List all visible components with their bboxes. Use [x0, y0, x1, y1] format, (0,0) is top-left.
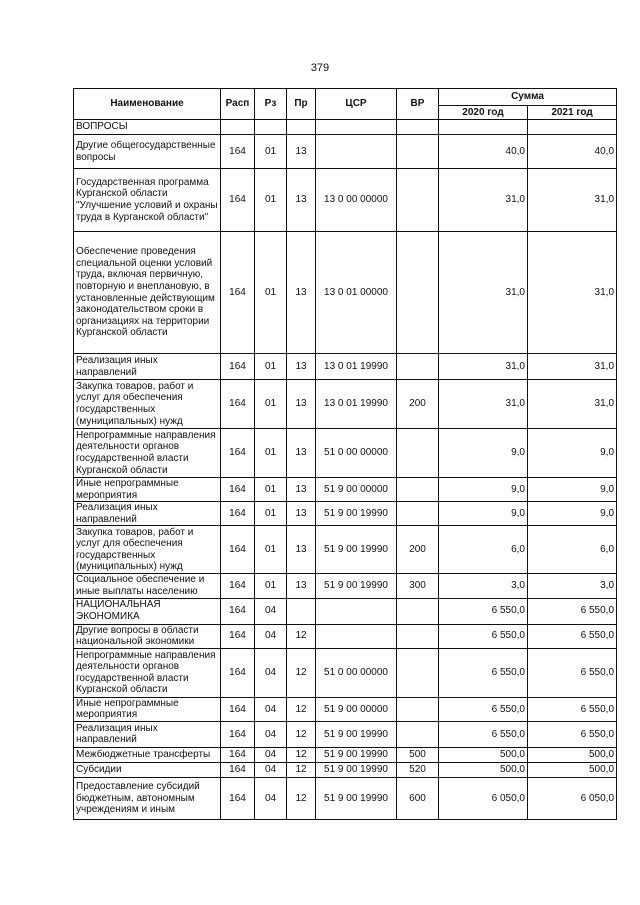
- cell-sum-2021: 9,0: [528, 478, 617, 502]
- cell-vr: [397, 624, 439, 648]
- cell-csr: 13 0 00 00000: [316, 169, 397, 232]
- table-row: [74, 574, 617, 598]
- cell-sum-2021: 9,0: [528, 502, 617, 526]
- cell-sum-2020: 500,0: [439, 762, 528, 777]
- cell-name: Иные непрограммные мероприятия: [74, 697, 221, 721]
- cell-rasp: 164: [221, 574, 255, 598]
- cell-pr: 13: [287, 135, 316, 169]
- cell-vr: 300: [397, 574, 439, 598]
- cell-rasp: 164: [221, 429, 255, 478]
- cell-rz: 01: [255, 135, 287, 169]
- cell-rasp: 164: [221, 526, 255, 574]
- cell-vr: [397, 598, 439, 624]
- cell-sum-2020: 9,0: [439, 429, 528, 478]
- cell-name: Непрограммные направления деятельности органов государственной власти Курганской области: [74, 429, 221, 478]
- cell-rz: 01: [255, 232, 287, 354]
- cell-name: Обеспечение проведения специальной оценки условий труда, включая первичную, повторную и внеплановую, в установленные действующим законодательством сроки в организациях на территории Курганской области: [74, 232, 221, 354]
- cell-vr: [397, 135, 439, 169]
- cell-vr: 200: [397, 526, 439, 574]
- cell-pr: [287, 598, 316, 624]
- cell-rasp: 164: [221, 380, 255, 429]
- cell-csr: 51 9 00 00000: [316, 478, 397, 502]
- cell-vr: [397, 502, 439, 526]
- cell-pr: 12: [287, 762, 316, 777]
- cell-sum-2021: 3,0: [528, 574, 617, 598]
- cell-sum-2021: 6 550,0: [528, 648, 617, 697]
- cell-pr: 13: [287, 354, 316, 380]
- cell-rz: 04: [255, 762, 287, 777]
- cell-csr: [316, 624, 397, 648]
- cell-csr: 51 9 00 19990: [316, 762, 397, 777]
- table-row: [74, 120, 617, 135]
- budget-table: [73, 88, 617, 820]
- table-row: [74, 429, 617, 478]
- cell-sum-2020: 500,0: [439, 747, 528, 762]
- cell-sum-2021: 500,0: [528, 747, 617, 762]
- header-rz: Рз: [255, 89, 287, 120]
- cell-rz: 01: [255, 526, 287, 574]
- header-year-2021: 2021 год: [528, 106, 617, 120]
- cell-name: Предоставление субсидий бюджетным, автономным учреждениям и иным: [74, 777, 221, 819]
- cell-csr: 51 0 00 00000: [316, 648, 397, 697]
- cell-sum-2020: 31,0: [439, 380, 528, 429]
- cell-vr: 600: [397, 777, 439, 819]
- cell-sum-2020: 6 050,0: [439, 777, 528, 819]
- cell-rz: 04: [255, 777, 287, 819]
- cell-vr: [397, 721, 439, 747]
- cell-sum-2021: 40,0: [528, 135, 617, 169]
- cell-vr: [397, 232, 439, 354]
- cell-rasp: 164: [221, 624, 255, 648]
- header-name: Наименование: [74, 89, 221, 120]
- cell-vr: [397, 169, 439, 232]
- table-row: [74, 777, 617, 819]
- cell-name: Закупка товаров, работ и услуг для обеспечения государственных (муниципальных) нужд: [74, 526, 221, 574]
- header-rasp: Расп: [221, 89, 255, 120]
- table-row: [74, 721, 617, 747]
- cell-rasp: 164: [221, 762, 255, 777]
- cell-sum-2020: 31,0: [439, 232, 528, 354]
- cell-pr: 12: [287, 648, 316, 697]
- table-row: [74, 232, 617, 354]
- cell-sum-2021: [528, 120, 617, 135]
- cell-pr: 12: [287, 721, 316, 747]
- cell-rz: 04: [255, 598, 287, 624]
- cell-name: ВОПРОСЫ: [74, 120, 221, 135]
- table-row: [74, 380, 617, 429]
- table-row: [74, 354, 617, 380]
- cell-csr: 13 0 01 19990: [316, 380, 397, 429]
- cell-sum-2021: 6 550,0: [528, 624, 617, 648]
- cell-rasp: 164: [221, 777, 255, 819]
- cell-csr: 13 0 01 19990: [316, 354, 397, 380]
- cell-sum-2021: 9,0: [528, 429, 617, 478]
- table-row: [74, 502, 617, 526]
- cell-pr: 13: [287, 478, 316, 502]
- table-row: [74, 598, 617, 624]
- cell-rasp: 164: [221, 747, 255, 762]
- cell-name: Другие вопросы в области национальной экономики: [74, 624, 221, 648]
- cell-csr: 51 9 00 00000: [316, 697, 397, 721]
- cell-sum-2021: 6 550,0: [528, 598, 617, 624]
- cell-rasp: [221, 120, 255, 135]
- cell-sum-2020: 6,0: [439, 526, 528, 574]
- table-row: [74, 624, 617, 648]
- cell-rz: 01: [255, 574, 287, 598]
- cell-name: Государственная программа Курганской области "Улучшение условий и охраны труда в Курганской области": [74, 169, 221, 232]
- cell-sum-2021: 500,0: [528, 762, 617, 777]
- table-row: [74, 648, 617, 697]
- cell-sum-2021: 31,0: [528, 232, 617, 354]
- header-vr: ВР: [397, 89, 439, 120]
- cell-vr: 500: [397, 747, 439, 762]
- cell-pr: 13: [287, 526, 316, 574]
- cell-rasp: 164: [221, 697, 255, 721]
- cell-name: НАЦИОНАЛЬНАЯ ЭКОНОМИКА: [74, 598, 221, 624]
- cell-rz: 01: [255, 429, 287, 478]
- cell-name: Социальное обеспечение и иные выплаты населению: [74, 574, 221, 598]
- cell-rasp: 164: [221, 598, 255, 624]
- cell-csr: [316, 120, 397, 135]
- cell-pr: 12: [287, 747, 316, 762]
- cell-rasp: 164: [221, 502, 255, 526]
- cell-sum-2021: 6 550,0: [528, 721, 617, 747]
- cell-rz: 04: [255, 697, 287, 721]
- cell-pr: [287, 120, 316, 135]
- cell-vr: 200: [397, 380, 439, 429]
- cell-rz: 01: [255, 478, 287, 502]
- cell-sum-2020: 6 550,0: [439, 721, 528, 747]
- cell-vr: [397, 648, 439, 697]
- cell-csr: 51 9 00 19990: [316, 574, 397, 598]
- cell-pr: 12: [287, 624, 316, 648]
- cell-rz: 01: [255, 380, 287, 429]
- header-sum: Сумма: [439, 89, 617, 106]
- cell-vr: [397, 354, 439, 380]
- header-year-2020: 2020 год: [439, 106, 528, 120]
- header-pr: Пр: [287, 89, 316, 120]
- cell-sum-2020: 9,0: [439, 502, 528, 526]
- cell-name: Межбюджетные трансферты: [74, 747, 221, 762]
- cell-name: Другие общегосударственные вопросы: [74, 135, 221, 169]
- cell-name: Закупка товаров, работ и услуг для обеспечения государственных (муниципальных) нужд: [74, 380, 221, 429]
- table-row: [74, 526, 617, 574]
- cell-name: Субсидии: [74, 762, 221, 777]
- cell-sum-2021: 31,0: [528, 380, 617, 429]
- cell-rz: 01: [255, 169, 287, 232]
- table-row: [74, 169, 617, 232]
- cell-sum-2020: 31,0: [439, 354, 528, 380]
- cell-name: Реализация иных направлений: [74, 354, 221, 380]
- cell-pr: 13: [287, 232, 316, 354]
- cell-csr: 51 9 00 19990: [316, 777, 397, 819]
- cell-rasp: 164: [221, 721, 255, 747]
- cell-pr: 13: [287, 169, 316, 232]
- cell-name: Непрограммные направления деятельности органов государственной власти Курганской области: [74, 648, 221, 697]
- cell-rz: 04: [255, 747, 287, 762]
- cell-rz: 04: [255, 648, 287, 697]
- table-row: [74, 478, 617, 502]
- cell-csr: 13 0 01 00000: [316, 232, 397, 354]
- cell-sum-2020: 6 550,0: [439, 648, 528, 697]
- cell-rz: 01: [255, 354, 287, 380]
- cell-pr: 13: [287, 502, 316, 526]
- cell-rasp: 164: [221, 169, 255, 232]
- cell-csr: 51 9 00 19990: [316, 721, 397, 747]
- cell-pr: 13: [287, 429, 316, 478]
- cell-rasp: 164: [221, 478, 255, 502]
- cell-rasp: 164: [221, 232, 255, 354]
- cell-sum-2020: 6 550,0: [439, 598, 528, 624]
- cell-sum-2021: 31,0: [528, 169, 617, 232]
- cell-sum-2020: 40,0: [439, 135, 528, 169]
- table-row: [74, 747, 617, 762]
- cell-sum-2020: 6 550,0: [439, 697, 528, 721]
- cell-rasp: 164: [221, 354, 255, 380]
- cell-rz: [255, 120, 287, 135]
- cell-pr: 12: [287, 777, 316, 819]
- cell-name: Реализация иных направлений: [74, 721, 221, 747]
- cell-sum-2020: 9,0: [439, 478, 528, 502]
- cell-vr: [397, 429, 439, 478]
- cell-csr: 51 0 00 00000: [316, 429, 397, 478]
- cell-vr: [397, 478, 439, 502]
- table-row: [74, 762, 617, 777]
- cell-rasp: 164: [221, 648, 255, 697]
- cell-csr: [316, 135, 397, 169]
- cell-csr: 51 9 00 19990: [316, 502, 397, 526]
- cell-csr: [316, 598, 397, 624]
- cell-name: Реализация иных направлений: [74, 502, 221, 526]
- cell-rz: 04: [255, 721, 287, 747]
- cell-sum-2021: 6 550,0: [528, 697, 617, 721]
- cell-sum-2020: 6 550,0: [439, 624, 528, 648]
- cell-sum-2020: 31,0: [439, 169, 528, 232]
- cell-rz: 01: [255, 502, 287, 526]
- cell-sum-2021: 6,0: [528, 526, 617, 574]
- cell-pr: 13: [287, 574, 316, 598]
- cell-sum-2021: 6 050,0: [528, 777, 617, 819]
- table-row: [74, 135, 617, 169]
- cell-vr: [397, 697, 439, 721]
- table-row: [74, 697, 617, 721]
- cell-sum-2020: 3,0: [439, 574, 528, 598]
- header-csr: ЦСР: [316, 89, 397, 120]
- cell-name: Иные непрограммные мероприятия: [74, 478, 221, 502]
- cell-vr: 520: [397, 762, 439, 777]
- cell-vr: [397, 120, 439, 135]
- page-number: 379: [310, 62, 330, 74]
- cell-rasp: 164: [221, 135, 255, 169]
- cell-rz: 04: [255, 624, 287, 648]
- cell-pr: 12: [287, 697, 316, 721]
- cell-csr: 51 9 00 19990: [316, 747, 397, 762]
- cell-csr: 51 9 00 19990: [316, 526, 397, 574]
- cell-sum-2021: 31,0: [528, 354, 617, 380]
- cell-pr: 13: [287, 380, 316, 429]
- cell-sum-2020: [439, 120, 528, 135]
